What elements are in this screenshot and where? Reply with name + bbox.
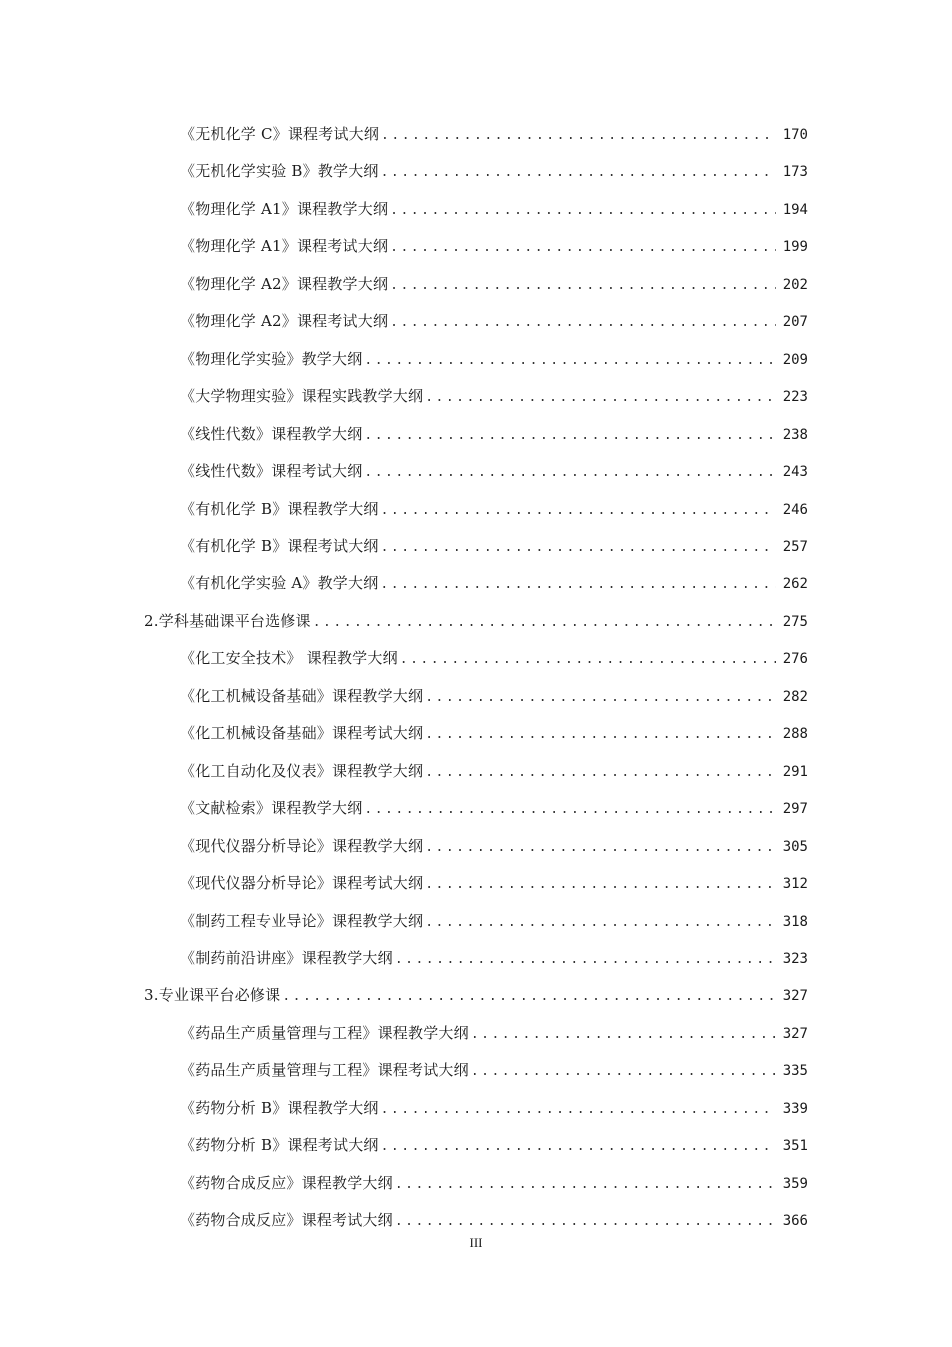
- toc-entry-page: 223: [782, 389, 808, 406]
- toc-entry-page: 257: [782, 539, 808, 555]
- toc-entry-page: 335: [782, 1063, 808, 1080]
- toc-entry-title: 《有机化学 B》课程教学大纲: [180, 499, 379, 518]
- toc-entry-title: 《化工自动化及仪表》课程教学大纲: [180, 761, 424, 780]
- toc-dot-leader: [390, 236, 776, 260]
- toc-entry-page: 243: [782, 464, 808, 481]
- toc-entry-page: 305: [782, 838, 808, 855]
- toc-entry[interactable]: [180, 272, 808, 296]
- toc-entry-page: 318: [782, 913, 808, 930]
- toc-dot-leader: [425, 911, 776, 935]
- toc-entry-title: 《药品生产质量管理与工程》课程考试大纲: [180, 1061, 469, 1080]
- toc-dot-leader: [471, 1023, 776, 1047]
- toc-entry-page: 194: [782, 201, 808, 218]
- toc-entry-page: 246: [782, 501, 808, 518]
- toc-entry-title: 《线性代数》课程教学大纲: [180, 424, 363, 443]
- toc-entry[interactable]: [180, 1058, 808, 1082]
- toc-entry-page: 207: [782, 314, 808, 331]
- toc-dot-leader: [364, 798, 776, 822]
- toc-entry-title: 《药物合成反应》课程考试大纲: [180, 1211, 393, 1230]
- toc-entry[interactable]: [180, 422, 808, 446]
- toc-dot-leader: [381, 161, 776, 185]
- toc-entry-title: 《制药工程专业导论》课程教学大纲: [180, 911, 424, 930]
- toc-entry-title: 《物理化学 A2》课程教学大纲: [180, 274, 389, 293]
- toc-entry[interactable]: [180, 684, 808, 708]
- toc-entry-title: 2.学科基础课平台选修课: [144, 611, 311, 630]
- toc-entry[interactable]: [180, 871, 808, 895]
- toc-entry-title: 《药物分析 B》课程考试大纲: [180, 1136, 379, 1155]
- toc-entry[interactable]: [180, 721, 808, 745]
- toc-dot-leader: [425, 386, 776, 410]
- toc-entry[interactable]: [180, 197, 808, 221]
- toc-entry[interactable]: [180, 384, 808, 408]
- toc-entry-page: 209: [782, 351, 808, 368]
- toc-entry[interactable]: [180, 646, 808, 670]
- toc-dot-leader: [425, 723, 776, 747]
- toc-entry-title: 《文献检索》课程教学大纲: [180, 799, 363, 818]
- toc-entry-page: 199: [782, 239, 808, 256]
- toc-dot-leader: [425, 836, 776, 860]
- toc-dot-leader: [471, 1060, 776, 1084]
- toc-section-heading[interactable]: [144, 983, 808, 1007]
- toc-entry-title: 《有机化学 B》课程考试大纲: [180, 537, 379, 555]
- toc-entry-title: 《物理化学 A2》课程考试大纲: [180, 312, 389, 331]
- toc-entry-page: 323: [782, 950, 808, 967]
- toc-entry-page: 339: [782, 1100, 808, 1117]
- toc-dot-leader: [390, 311, 776, 335]
- toc-dot-leader: [282, 985, 776, 1009]
- toc-entry[interactable]: [180, 946, 808, 970]
- toc-entry-title: 《物理化学 A1》课程考试大纲: [180, 237, 389, 256]
- toc-entry-title: 《化工安全技术》 课程教学大纲: [180, 649, 398, 668]
- toc-entry[interactable]: [180, 309, 808, 333]
- toc-entry-page: 262: [782, 576, 808, 593]
- toc-dot-leader: [381, 124, 776, 148]
- toc-entry[interactable]: [180, 1171, 808, 1195]
- toc-entry[interactable]: [180, 459, 808, 483]
- toc-entry-title: 《物理化学实验》教学大纲: [180, 349, 363, 368]
- toc-entry-page: 327: [782, 988, 808, 1005]
- toc-entry[interactable]: [180, 234, 808, 258]
- toc-dot-leader: [364, 349, 776, 373]
- toc-entry-page: 202: [782, 276, 808, 293]
- toc-entry-page: 173: [782, 164, 808, 181]
- toc-entry-title: 3.专业课平台必修课: [144, 986, 281, 1005]
- toc-entry[interactable]: [180, 347, 808, 371]
- toc-dot-leader: [425, 873, 776, 897]
- toc-dot-leader: [364, 461, 776, 485]
- toc-entry[interactable]: [180, 497, 808, 521]
- toc-entry-page: 282: [782, 688, 808, 705]
- toc-entry[interactable]: [180, 534, 808, 558]
- toc-entry[interactable]: [180, 1133, 808, 1157]
- toc-entry-title: 《有机化学实验 A》教学大纲: [180, 574, 379, 593]
- toc-entry-title: 《无机化学实验 B》教学大纲: [180, 162, 379, 181]
- page-number: III: [469, 1235, 483, 1250]
- toc-entry-page: 276: [782, 651, 808, 668]
- toc-dot-leader: [381, 536, 776, 560]
- toc-dot-leader: [380, 573, 776, 597]
- toc-entry-page: 351: [782, 1138, 808, 1155]
- toc-section-heading[interactable]: [144, 609, 808, 633]
- toc-entry-title: 《物理化学 A1》课程教学大纲: [180, 199, 389, 218]
- toc-entry-page: 275: [782, 613, 808, 630]
- toc-dot-leader: [425, 761, 776, 785]
- toc-dot-leader: [381, 499, 776, 523]
- toc-entry-title: 《化工机械设备基础》课程考试大纲: [180, 724, 424, 743]
- toc-entry-title: 《化工机械设备基础》课程教学大纲: [180, 686, 424, 705]
- toc-entry-title: 《药物合成反应》课程教学大纲: [180, 1173, 393, 1192]
- toc-entry-title: 《药品生产质量管理与工程》课程教学大纲: [180, 1023, 469, 1042]
- toc-entry[interactable]: [180, 834, 808, 858]
- toc-entry-title: 《现代仪器分析导论》课程教学大纲: [180, 836, 424, 855]
- toc-entry-page: 327: [782, 1025, 808, 1042]
- toc-dot-leader: [395, 948, 776, 972]
- toc-dot-leader: [390, 274, 776, 298]
- toc-dot-leader: [381, 1098, 776, 1122]
- toc-entry[interactable]: [180, 159, 808, 183]
- toc-entry-page: 366: [782, 1213, 808, 1230]
- toc-entry-page: 359: [782, 1175, 808, 1192]
- toc-entry-page: 312: [782, 876, 808, 892]
- toc-entry[interactable]: [180, 1096, 808, 1120]
- toc-entry-page: 170: [782, 127, 808, 143]
- toc-entry-title: 《线性代数》课程考试大纲: [180, 462, 363, 481]
- toc-entry-page: 238: [782, 426, 808, 443]
- toc-dot-leader: [390, 199, 776, 223]
- toc-dot-leader: [313, 611, 776, 635]
- toc-dot-leader: [425, 686, 776, 710]
- toc-dot-leader: [400, 648, 776, 672]
- toc-entry[interactable]: [180, 1208, 808, 1232]
- toc-entry[interactable]: [180, 796, 808, 820]
- toc-dot-leader: [364, 424, 776, 448]
- toc-entry-title: 《制药前沿讲座》课程教学大纲: [180, 948, 393, 967]
- toc-entry-title: 《无机化学 C》课程考试大纲: [180, 125, 380, 143]
- toc-entry-page: 288: [782, 726, 808, 743]
- toc-entry[interactable]: [180, 571, 808, 595]
- toc-entry-title: 《药物分析 B》课程教学大纲: [180, 1098, 379, 1117]
- toc-entry[interactable]: [180, 122, 808, 146]
- toc-entry-page: 297: [782, 801, 808, 818]
- toc-dot-leader: [395, 1173, 776, 1197]
- toc-dot-leader: [381, 1135, 776, 1159]
- toc-dot-leader: [395, 1210, 776, 1234]
- toc-entry[interactable]: [180, 759, 808, 783]
- toc-entry-page: 291: [782, 763, 808, 780]
- toc-entry[interactable]: [180, 909, 808, 933]
- toc-entry-title: 《现代仪器分析导论》课程考试大纲: [180, 874, 424, 892]
- toc-entry[interactable]: [180, 1021, 808, 1045]
- toc-entry-title: 《大学物理实验》课程实践教学大纲: [180, 387, 424, 406]
